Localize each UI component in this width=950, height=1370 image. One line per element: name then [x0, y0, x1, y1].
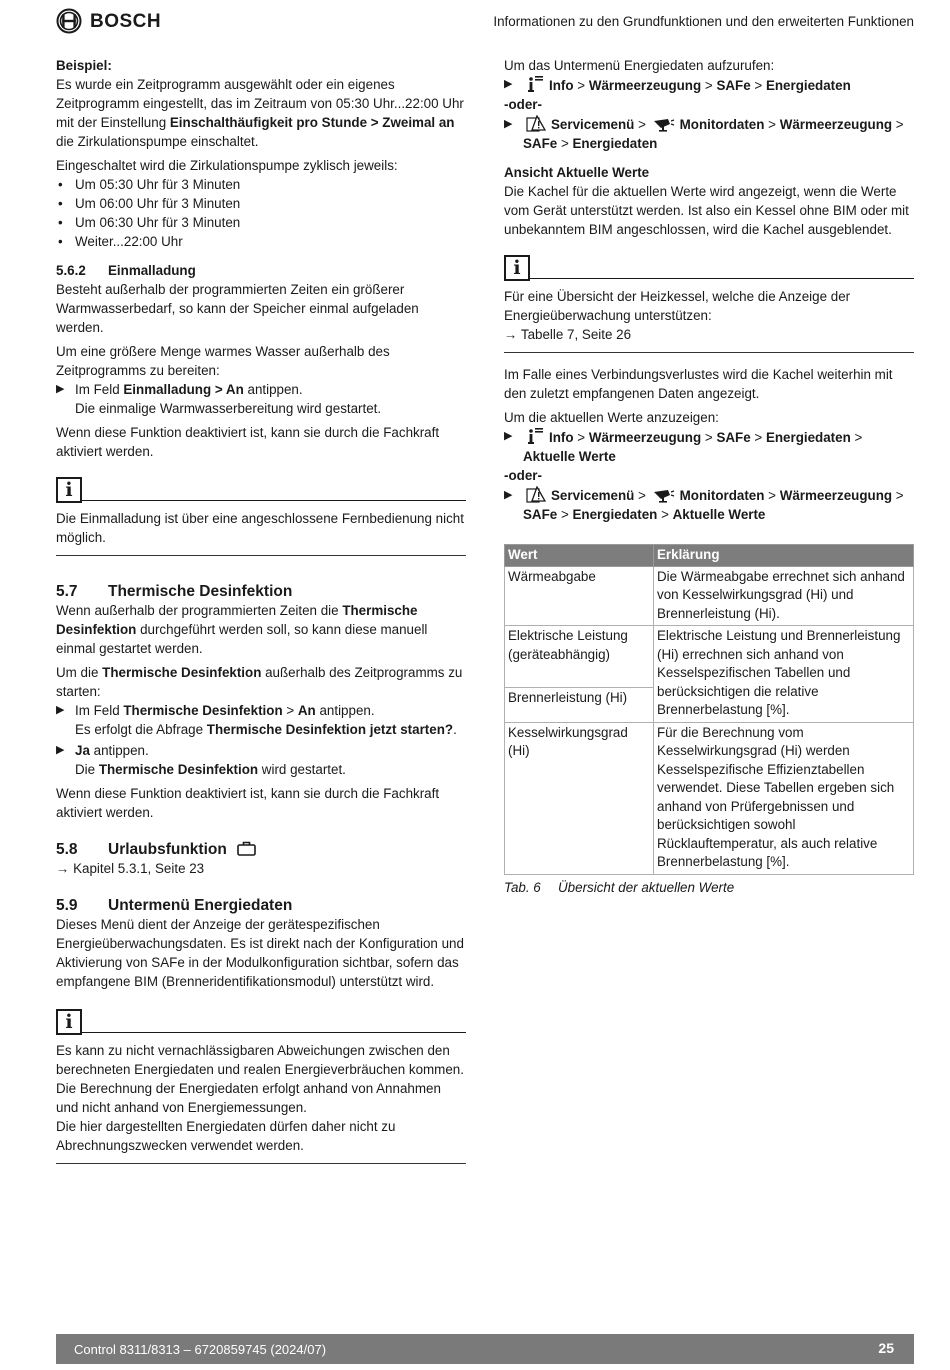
right-column	[504, 56, 914, 897]
list-item: • Um 06:00 Uhr für 3 Minuten	[56, 194, 466, 213]
step-result: Es erfolgt die Abfrage Thermische Desinfektion jetzt starten?.	[75, 722, 457, 737]
table-cell: Brennerleistung (Hi)	[505, 688, 654, 722]
example-paragraph-2: Eingeschaltet wird die Zirkulationspumpe zyklisch jeweils:	[56, 158, 398, 173]
instruction-step: ▶ Ja antippen. Die Thermische Desinfektion wird gestartet.	[56, 743, 346, 777]
example-paragraph: Es wurde ein Zeitprogramm ausgewählt oder ein eigenes Zeitprogramm eingestellt, das im Zeitraum von 05:30 Uhr...22:00 Uhr mit der Einstellung Einschalthäufigkeit pro Stunde > Zweimal an die Zirkulationspumpe einschaltet.	[56, 77, 464, 149]
page-footer	[56, 1334, 914, 1364]
section-5-9-heading: 5.9 Untermenü Energiedaten	[56, 897, 293, 914]
info-menu-icon	[526, 75, 544, 93]
info-icon: i	[56, 1009, 82, 1035]
info-text: Die Einmalladung ist über eine angeschlossene Fernbedienung nicht möglich.	[56, 511, 464, 545]
section-title: Informationen zu den Grundfunktionen und den erweiterten Funktionen	[493, 14, 914, 29]
list-item: • Um 05:30 Uhr für 3 Minuten	[56, 175, 466, 194]
energiedaten-intro: Um das Untermenü Energiedaten aufzurufen:	[504, 58, 775, 73]
menu-path: ▶ Info > Wärmeerzeugung > SAFe > Energiedaten	[504, 75, 914, 95]
bosch-anchor-icon	[56, 8, 82, 34]
verlust-paragraph: Im Falle eines Verbindungsverlustes wird die Kachel weiterhin mit den zuletzt empfangenen Daten angezeigt.	[504, 367, 893, 401]
example-heading: Beispiel:	[56, 58, 112, 73]
instruction-step: ▶ Im Feld Thermische Desinfektion > An antippen. Es erfolgt die Abfrage Thermische Desinfektion jetzt starten?.	[56, 703, 457, 737]
info-menu-icon	[526, 427, 544, 445]
oder-separator: -oder-	[504, 97, 542, 112]
bullet-list	[56, 175, 466, 251]
step-arrow-icon: ▶	[56, 744, 65, 756]
info-text: Es kann zu nicht vernachlässigbaren Abweichungen zwischen den berechneten Energiedaten und realen Energieverbräuchen kommen. Die Berechnung der Energiedaten erfolgt anhand von Annahmen und nicht anhand von Energiemessungen.	[56, 1043, 464, 1115]
table-header-row	[505, 545, 914, 567]
service-menu-icon	[526, 486, 546, 503]
table-row	[505, 626, 914, 688]
s57-paragraph-3: Wenn diese Funktion deaktiviert ist, kann sie durch die Fachkraft aktiviert werden.	[56, 786, 440, 820]
monitor-camera-icon	[653, 118, 675, 132]
info-icon: i	[56, 477, 82, 503]
step-arrow-icon: ▶	[504, 78, 513, 90]
table-row	[505, 722, 914, 874]
section-5-6-2-heading: 5.6.2 Einmalladung	[56, 263, 196, 278]
section-5-7-heading: 5.7 Thermische Desinfektion	[56, 583, 293, 600]
list-item: • Um 06:30 Uhr für 3 Minuten	[56, 213, 466, 232]
left-column	[56, 56, 466, 1164]
brand-logo	[56, 8, 161, 34]
column-header: Wert	[505, 545, 654, 567]
column-header: Erklärung	[654, 545, 914, 567]
info-text: Die hier dargestellten Energiedaten dürfen daher nicht zu Abrechnungszwecken verwendet werden.	[56, 1119, 396, 1153]
service-menu-icon	[526, 115, 546, 132]
table-cell: Elektrische Leistung (geräteabhängig)	[505, 626, 654, 688]
values-table	[504, 544, 914, 875]
info-text: Für eine Übersicht der Heizkessel, welche die Anzeige der Energieüberwachung unterstützen:	[504, 289, 851, 323]
s58-reference: → Kapitel 5.3.1, Seite 23	[56, 861, 205, 876]
step-arrow-icon: ▶	[56, 383, 65, 395]
menu-path: ▶ Servicemenü > Monitordaten > Wärmeerzeugung > SAFe > Energiedaten	[504, 117, 904, 151]
s562-paragraph-2: Um eine größere Menge warmes Wasser außerhalb des Zeitprogramms zu bereiten:	[56, 344, 390, 378]
step-arrow-icon: ▶	[504, 489, 513, 501]
table-caption: Tab. 6 Übersicht der aktuellen Werte	[504, 879, 735, 895]
brand-name: BOSCH	[90, 10, 162, 32]
list-item: • Weiter...22:00 Uhr	[56, 232, 466, 251]
instruction-step: ▶ Im Feld Einmalladung > An antippen. Die einmalige Warmwasserbereitung wird gestartet.	[56, 382, 382, 416]
step-result: Die Thermische Desinfektion wird gestartet.	[75, 762, 346, 777]
anzeigen-intro: Um die aktuellen Werte anzuzeigen:	[504, 410, 719, 425]
step-arrow-icon: ▶	[504, 118, 513, 130]
step-arrow-icon: ▶	[504, 430, 513, 442]
info-icon: i	[504, 255, 530, 281]
ansicht-paragraph: Die Kachel für die aktuellen Werte wird angezeigt, wenn die Werte vom Gerät unterstützt werden. Ist also ein Kessel ohne BIM oder mit unbekanntem BIM angeschlossen, wird die Kachel ausgeblendet.	[504, 184, 909, 237]
table-cell: Die Wärmeabgabe errechnet sich anhand von Kesselwirkungsgrad (Hi) und Brennerleistung (Hi).	[654, 566, 914, 626]
s57-paragraph-1: Wenn außerhalb der programmierten Zeiten die Thermische Desinfektion durchgeführt werden soll, so kann diese manuell einmal gestartet werden.	[56, 603, 428, 656]
s57-paragraph-2: Um die Thermische Desinfektion außerhalb des Zeitprogramms zu starten:	[56, 665, 463, 699]
page-number: 25	[878, 1340, 894, 1356]
step-arrow-icon: ▶	[56, 704, 65, 716]
info-box	[56, 473, 466, 556]
info-box	[504, 251, 914, 353]
s59-paragraph-1: Dieses Menü dient der Anzeige der gerätespezifischen Energieüberwachungsdaten. Es ist direkt nach der Konfiguration und Aktivierung von SAFe in der Modulkonfiguration sichtbar, sofern das empfangene BIM (Brenneridentifikationsmodul) unterstützt wird.	[56, 917, 464, 989]
oder-separator: -oder-	[504, 468, 542, 483]
table-cell: Wärmeabgabe	[505, 566, 654, 626]
monitor-camera-icon	[653, 489, 675, 503]
suitcase-icon	[237, 841, 256, 856]
info-reference: → Tabelle 7, Seite 26	[504, 327, 632, 342]
footer-text: Control 8311/8313 – 6720859745 (2024/07)	[74, 1342, 327, 1357]
table-cell: Kesselwirkungsgrad (Hi)	[505, 722, 654, 874]
menu-path: ▶ Info > Wärmeerzeugung > SAFe > Energiedaten > Aktuelle Werte	[504, 427, 914, 466]
table-cell: Elektrische Leistung und Brennerleistung (Hi) errechnen sich anhand von Kesselspezifischen Tabellen und berücksichtigen die relative Brennerbelastung [%].	[654, 626, 914, 723]
info-box	[56, 1005, 466, 1164]
s562-paragraph-3: Wenn diese Funktion deaktiviert ist, kann sie durch die Fachkraft aktiviert werden.	[56, 425, 440, 459]
ansicht-heading: Ansicht Aktuelle Werte	[504, 165, 650, 180]
menu-path: ▶ Servicemenü > Monitordaten > Wärmeerzeugung > SAFe > Energiedaten > Aktuelle Werte	[504, 488, 904, 522]
table-cell: Für die Berechnung vom Kesselwirkungsgrad (Hi) werden Kesselspezifische Effizienztabellen verwendet. Diese Tabellen ergeben sich anhand von Prüfergebnissen und berücksichtigen sowohl Rücklauftemperatur, als auch relative Brennerbelastung [%].	[654, 722, 914, 874]
table-row	[505, 566, 914, 626]
s562-paragraph-1: Besteht außerhalb der programmierten Zeiten ein größerer Warmwasserbedarf, so kann der Speicher einmal aufgeladen werden.	[56, 282, 419, 335]
section-5-8-heading: 5.8 Urlaubsfunktion	[56, 840, 466, 859]
step-result: Die einmalige Warmwasserbereitung wird gestartet.	[75, 401, 382, 416]
